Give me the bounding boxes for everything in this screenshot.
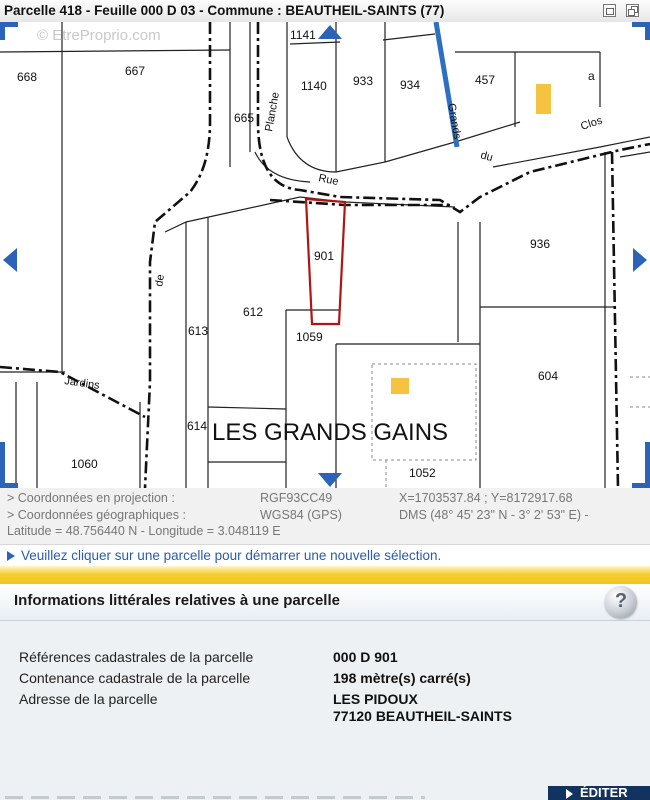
parcel-604: 604 — [538, 369, 559, 383]
parcel-667: 667 — [125, 64, 146, 78]
projection-label: > Coordonnées en projection : — [7, 491, 175, 505]
parcel-934: 934 — [400, 78, 421, 92]
street-word-grands: Grands — [445, 102, 464, 141]
help-label: ? — [614, 590, 628, 612]
edit-button[interactable] — [548, 786, 650, 800]
parcel-901: 901 — [314, 249, 335, 263]
parcel-668: 668 — [17, 70, 38, 84]
address-line1: LES PIDOUX — [333, 691, 418, 707]
street-word-du: du — [479, 149, 495, 165]
street-word-clos: Clos — [579, 114, 604, 133]
panel-title: Informations littérales relatives à une parcelle — [14, 592, 340, 609]
map-canvas[interactable] — [0, 22, 650, 488]
watermark-text: © EtreProprio.com — [37, 27, 161, 44]
address-label: Adresse de la parcelle — [19, 691, 158, 707]
cadastral-area-value: 198 mètre(s) carré(s) — [333, 670, 471, 686]
cadastral-map[interactable] — [0, 22, 650, 488]
street-word-jardins: Jardins — [63, 375, 101, 392]
address-line2: 77120 BEAUTHEIL-SAINTS — [333, 708, 512, 724]
pan-right-icon[interactable] — [633, 248, 647, 272]
title-bar — [0, 0, 650, 23]
latlon-values: Latitude = 48.756440 N - Longitude = 3.048119 E — [7, 524, 281, 538]
street-word-rue: Rue — [317, 172, 340, 189]
parcel-1059: 1059 — [296, 330, 323, 344]
parcel-614: 614 — [187, 419, 208, 433]
arrow-right-icon — [7, 551, 15, 561]
parcel-665: 665 — [234, 111, 255, 125]
edit-button-label: ÉDITER — [580, 786, 628, 800]
pan-up-icon[interactable] — [318, 25, 342, 39]
restore-icon[interactable] — [626, 4, 639, 17]
cadastral-area-label: Contenance cadastrale de la parcelle — [19, 670, 251, 686]
hint-bar — [0, 544, 650, 567]
maximize-icon[interactable] — [603, 4, 616, 17]
arrow-right-icon — [566, 789, 573, 799]
projection-system: RGF93CC49 — [260, 491, 333, 505]
parcel-613: 613 — [188, 324, 209, 338]
help-icon[interactable] — [605, 586, 637, 618]
parcel-1060: 1060 — [71, 457, 98, 471]
cadastral-ref-label: Références cadastrales de la parcelle — [19, 649, 254, 665]
building-shape — [536, 84, 551, 114]
street-word-planche: Planche — [263, 91, 282, 133]
separator-band — [0, 566, 650, 584]
geo-label: > Coordonnées géographiques : — [7, 508, 186, 522]
building-shape — [391, 378, 409, 394]
parcel-1141: 1141 — [290, 28, 316, 42]
footer-strip — [0, 792, 540, 800]
cadastral-ref-value: 000 D 901 — [333, 649, 398, 665]
place-name-label: LES GRANDS GAINS — [212, 419, 449, 446]
projection-values: X=1703537.84 ; Y=8172917.68 — [399, 491, 573, 505]
parcel-612: 612 — [243, 305, 264, 319]
parcel-457: 457 — [475, 73, 496, 87]
parcel-936: 936 — [530, 237, 551, 251]
hint-text: Veuillez cliquer sur une parcelle pour démarrer une nouvelle sélection. — [21, 548, 442, 563]
street-word-de: de — [153, 273, 168, 288]
parcel-info — [0, 621, 650, 800]
parcel-1140: 1140 — [301, 79, 327, 93]
parcel-a: a — [588, 69, 595, 83]
window-title: Parcelle 418 - Feuille 000 D 03 - Commune : BEAUTHEIL-SAINTS (77) — [4, 3, 445, 18]
pan-left-icon[interactable] — [3, 248, 17, 272]
dms-values: DMS (48° 45' 23" N - 3° 2' 53" E) - — [399, 508, 589, 522]
parcel-933: 933 — [353, 74, 374, 88]
parcel-1052: 1052 — [409, 466, 436, 480]
panel-header — [0, 584, 650, 621]
pan-down-icon[interactable] — [318, 473, 342, 487]
geo-system: WGS84 (GPS) — [260, 508, 342, 522]
coordinates-panel — [0, 488, 650, 544]
